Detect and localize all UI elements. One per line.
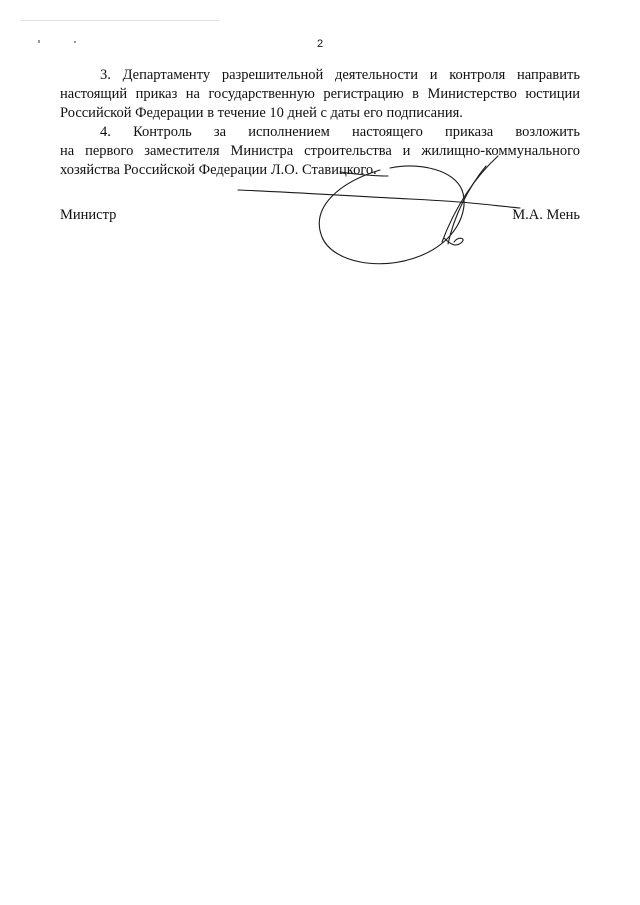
paragraph-line: настоящий приказ на государственную регистрацию в Министерство юстиции [60,86,580,102]
signer-title: Министр [60,207,117,223]
handwritten-signature [230,152,530,272]
signer-name: М.А. Мень [512,207,580,223]
paragraph-line: хозяйства Российской Федерации Л.О. Ставицкого. [60,162,377,178]
paragraph-line: на первого заместителя Министра строительства и жилищно-коммунального [60,143,580,159]
scan-artifact [20,20,220,21]
paragraph-3 [60,66,580,123]
page-number: 2 [316,38,324,50]
paragraph-line: Российской Федерации в течение 10 дней с даты его подписания. [60,105,463,121]
paragraph-line: 4. Контроль за исполнением настоящего приказа возложить [100,124,580,140]
paragraph-line: 3. Департаменту разрешительной деятельности и контроля направить [100,67,580,83]
